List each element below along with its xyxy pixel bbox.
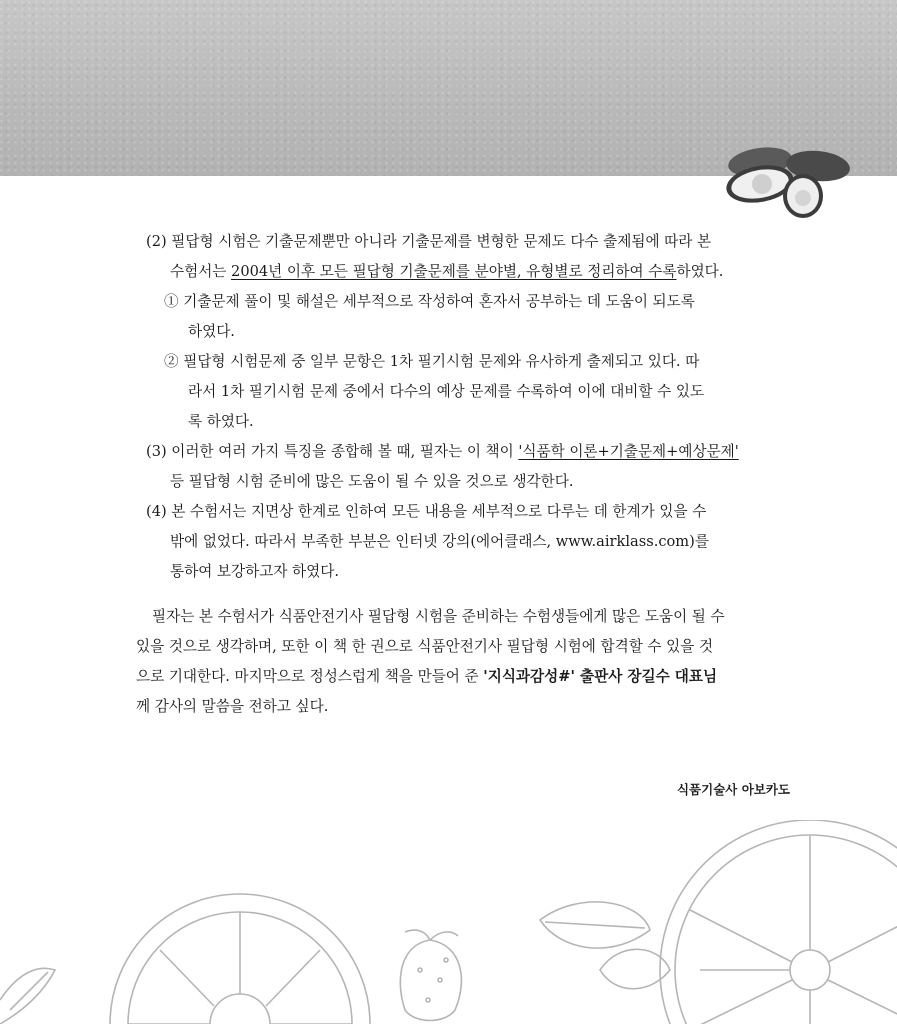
item-4-line-1: (4) 본 수험서는 지면상 한계로 인하여 모든 내용을 세부적으로 다루는 데 한계가 있을 수 [146,503,707,520]
avocado-illustration [718,140,858,220]
item-2-line-2: 수험서는 2004년 이후 모든 필답형 기출문제를 분야별, 유형별로 정리하여 수록하였다. [170,263,724,280]
subitem-2-line-3: 록 하였다. [188,413,254,430]
item-4-line-2: 밖에 없었다. 따라서 부족한 부분은 인터넷 강의(에어클래스, www.airklass.com)를 [170,533,709,550]
closing-line-4: 께 감사의 말씀을 전하고 싶다. [136,698,329,715]
item-3-line-2: 등 필답형 시험 준비에 많은 도움이 될 수 있을 것으로 생각한다. [170,473,574,490]
closing-line-2: 있을 것으로 생각하며, 또한 이 책 한 권으로 식품안전기사 필답형 시험에 합격할 수 있을 것 [136,638,714,655]
subitem-1-line-2: 하였다. [188,323,235,340]
item-2-line-1: (2) 필답형 시험은 기출문제뿐만 아니라 기출문제를 변형한 문제도 다수 출제됨에 따라 본 [146,233,712,250]
subitem-2-line-1: ② 필답형 시험문제 중 일부 문항은 1차 필기시험 문제와 유사하게 출제되고 있다. 따 [164,353,700,370]
fruit-line-illustration [0,820,897,1024]
subitem-2-line-2: 라서 1차 필기시험 문제 중에서 다수의 예상 문제를 수록하여 이에 대비할 수 있도 [188,383,705,400]
closing-line-3: 으로 기대한다. 마지막으로 정성스럽게 책을 만들어 준 '지식과감성#' 출판사 장길수 대표님 [136,668,718,685]
author-signature: 식품기술사 아보카도 [676,782,790,797]
subitem-1-line-1: ① 기출문제 풀이 및 해설은 세부적으로 작성하여 혼자서 공부하는 데 도움이 되도록 [164,293,695,310]
item-4-line-3: 통하여 보강하고자 하였다. [170,563,339,580]
item-3-line-1: (3) 이러한 여러 가지 특징을 종합해 볼 때, 필자는 이 책이 '식품학 이론+기출문제+예상문제' [146,443,739,460]
closing-line-1: 필자는 본 수험서가 식품안전기사 필답형 시험을 준비하는 수험생들에게 많은 도움이 될 수 [152,608,725,625]
